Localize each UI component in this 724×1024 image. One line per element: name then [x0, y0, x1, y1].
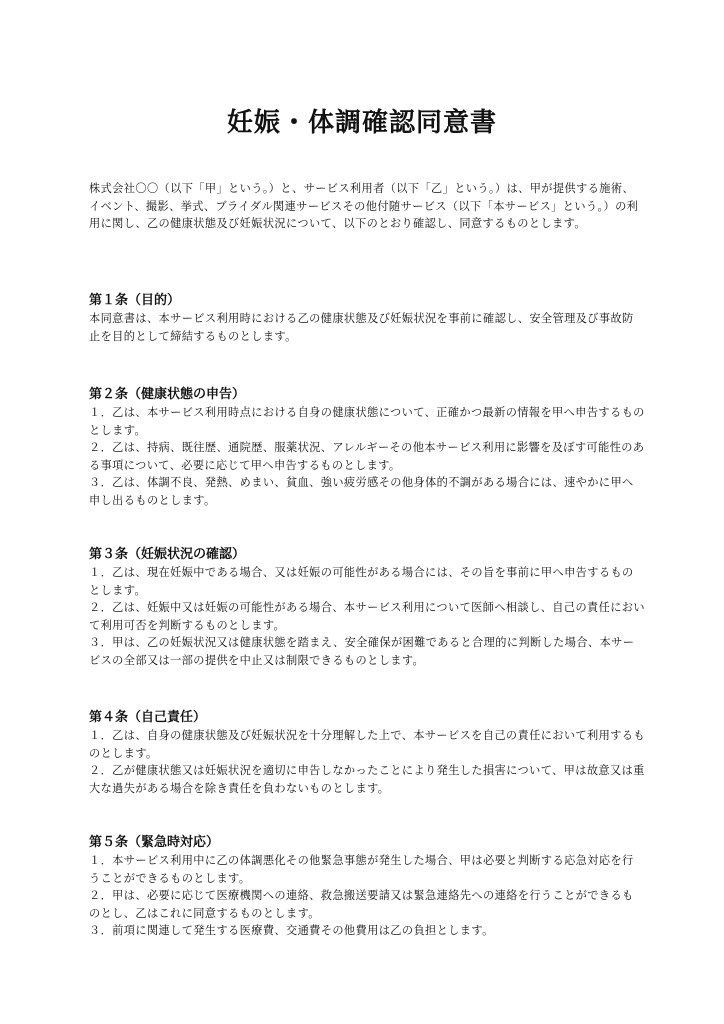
article-heading: 第５条（緊急時対応）	[89, 835, 220, 850]
article-heading: 第４条（自己責任）	[89, 710, 207, 725]
article-clause: ２．甲は、必要に応じて医療機関への連絡、救急搬送要請又は緊急連絡先への連絡を行うことができるものとし、乙はこれに同意するものとします。	[89, 889, 634, 920]
article-heading: 第１条（目的）	[89, 293, 181, 308]
article-clause: ２．乙が健康状態又は妊娠状況を適切に申告しなかったことにより発生した損害について、甲は故意又は重大な過失がある場合を除き責任を負わないものとします。	[89, 764, 645, 795]
document-title: 妊娠・体調確認同意書	[226, 108, 497, 138]
article-clause: １．本サービス利用中に乙の体調悪化その他緊急事態が発生した場合、甲は必要と判断する応急対応を行うことができるものとします。	[89, 854, 634, 885]
article-4	[89, 709, 645, 797]
article-clause: 本同意書は、本サービス利用時における乙の健康状態及び妊娠状況を事前に確認し、安全管理及び事故防止を目的として締結するものとします。	[89, 312, 634, 343]
article-clause: ２．乙は、持病、既往歴、通院歴、服薬状況、アレルギーその他本サービス利用に影響を及ぼす可能性のある事項について、必要に応じて甲へ申告するものとします。	[89, 441, 645, 472]
article-clause: １．乙は、自身の健康状態及び妊娠状況を十分理解した上で、本サービスを自己の責任において利用するものとします。	[89, 729, 645, 760]
article-clause: ２．乙は、妊娠中又は妊娠の可能性がある場合、本サービス利用について医師へ相談し、自己の責任において利用可否を判断するものとします。	[89, 601, 645, 632]
article-5	[89, 834, 645, 940]
article-clause: ３．甲は、乙の妊娠状況又は健康状態を踏まえ、安全確保が困難であると合理的に判断した場合、本サービスの全部又は一部の提供を中止又は制限できるものとします。	[89, 636, 635, 667]
article-heading: 第３条（妊娠状況の確認）	[89, 547, 246, 562]
article-clause: １．乙は、現在妊娠中である場合、又は妊娠の可能性がある場合には、その旨を事前に甲へ申告するものとします。	[89, 566, 634, 597]
article-2	[89, 386, 645, 509]
article-clause: ３．前項に関連して発生する医療費、交通費その他費用は乙の負担とします。	[89, 924, 494, 937]
article-clause: ３．乙は、体調不良、発熱、めまい、貧血、強い疲労感その他身体的不調がある場合には、速やかに甲へ申し出るものとします。	[89, 476, 634, 507]
article-clause: １．乙は、本サービス利用時点における自身の健康状態について、正確かつ最新の情報を甲へ申告するものとします。	[89, 406, 645, 437]
article-heading: 第２条（健康状態の申告）	[89, 387, 246, 402]
intro-paragraph: 株式会社〇〇（以下「甲」という。）と、サービス利用者（以下「乙」という。）は、甲が提供する施術、イベント、撮影、挙式、ブライダル関連サービスその他付随サービス（以下「本サービス」という。）の利用に関し、乙の健康状態及び妊娠状況について、以下のとおり確認し、同意するものとします。	[89, 182, 639, 230]
article-1	[89, 292, 645, 345]
article-3	[89, 546, 645, 669]
